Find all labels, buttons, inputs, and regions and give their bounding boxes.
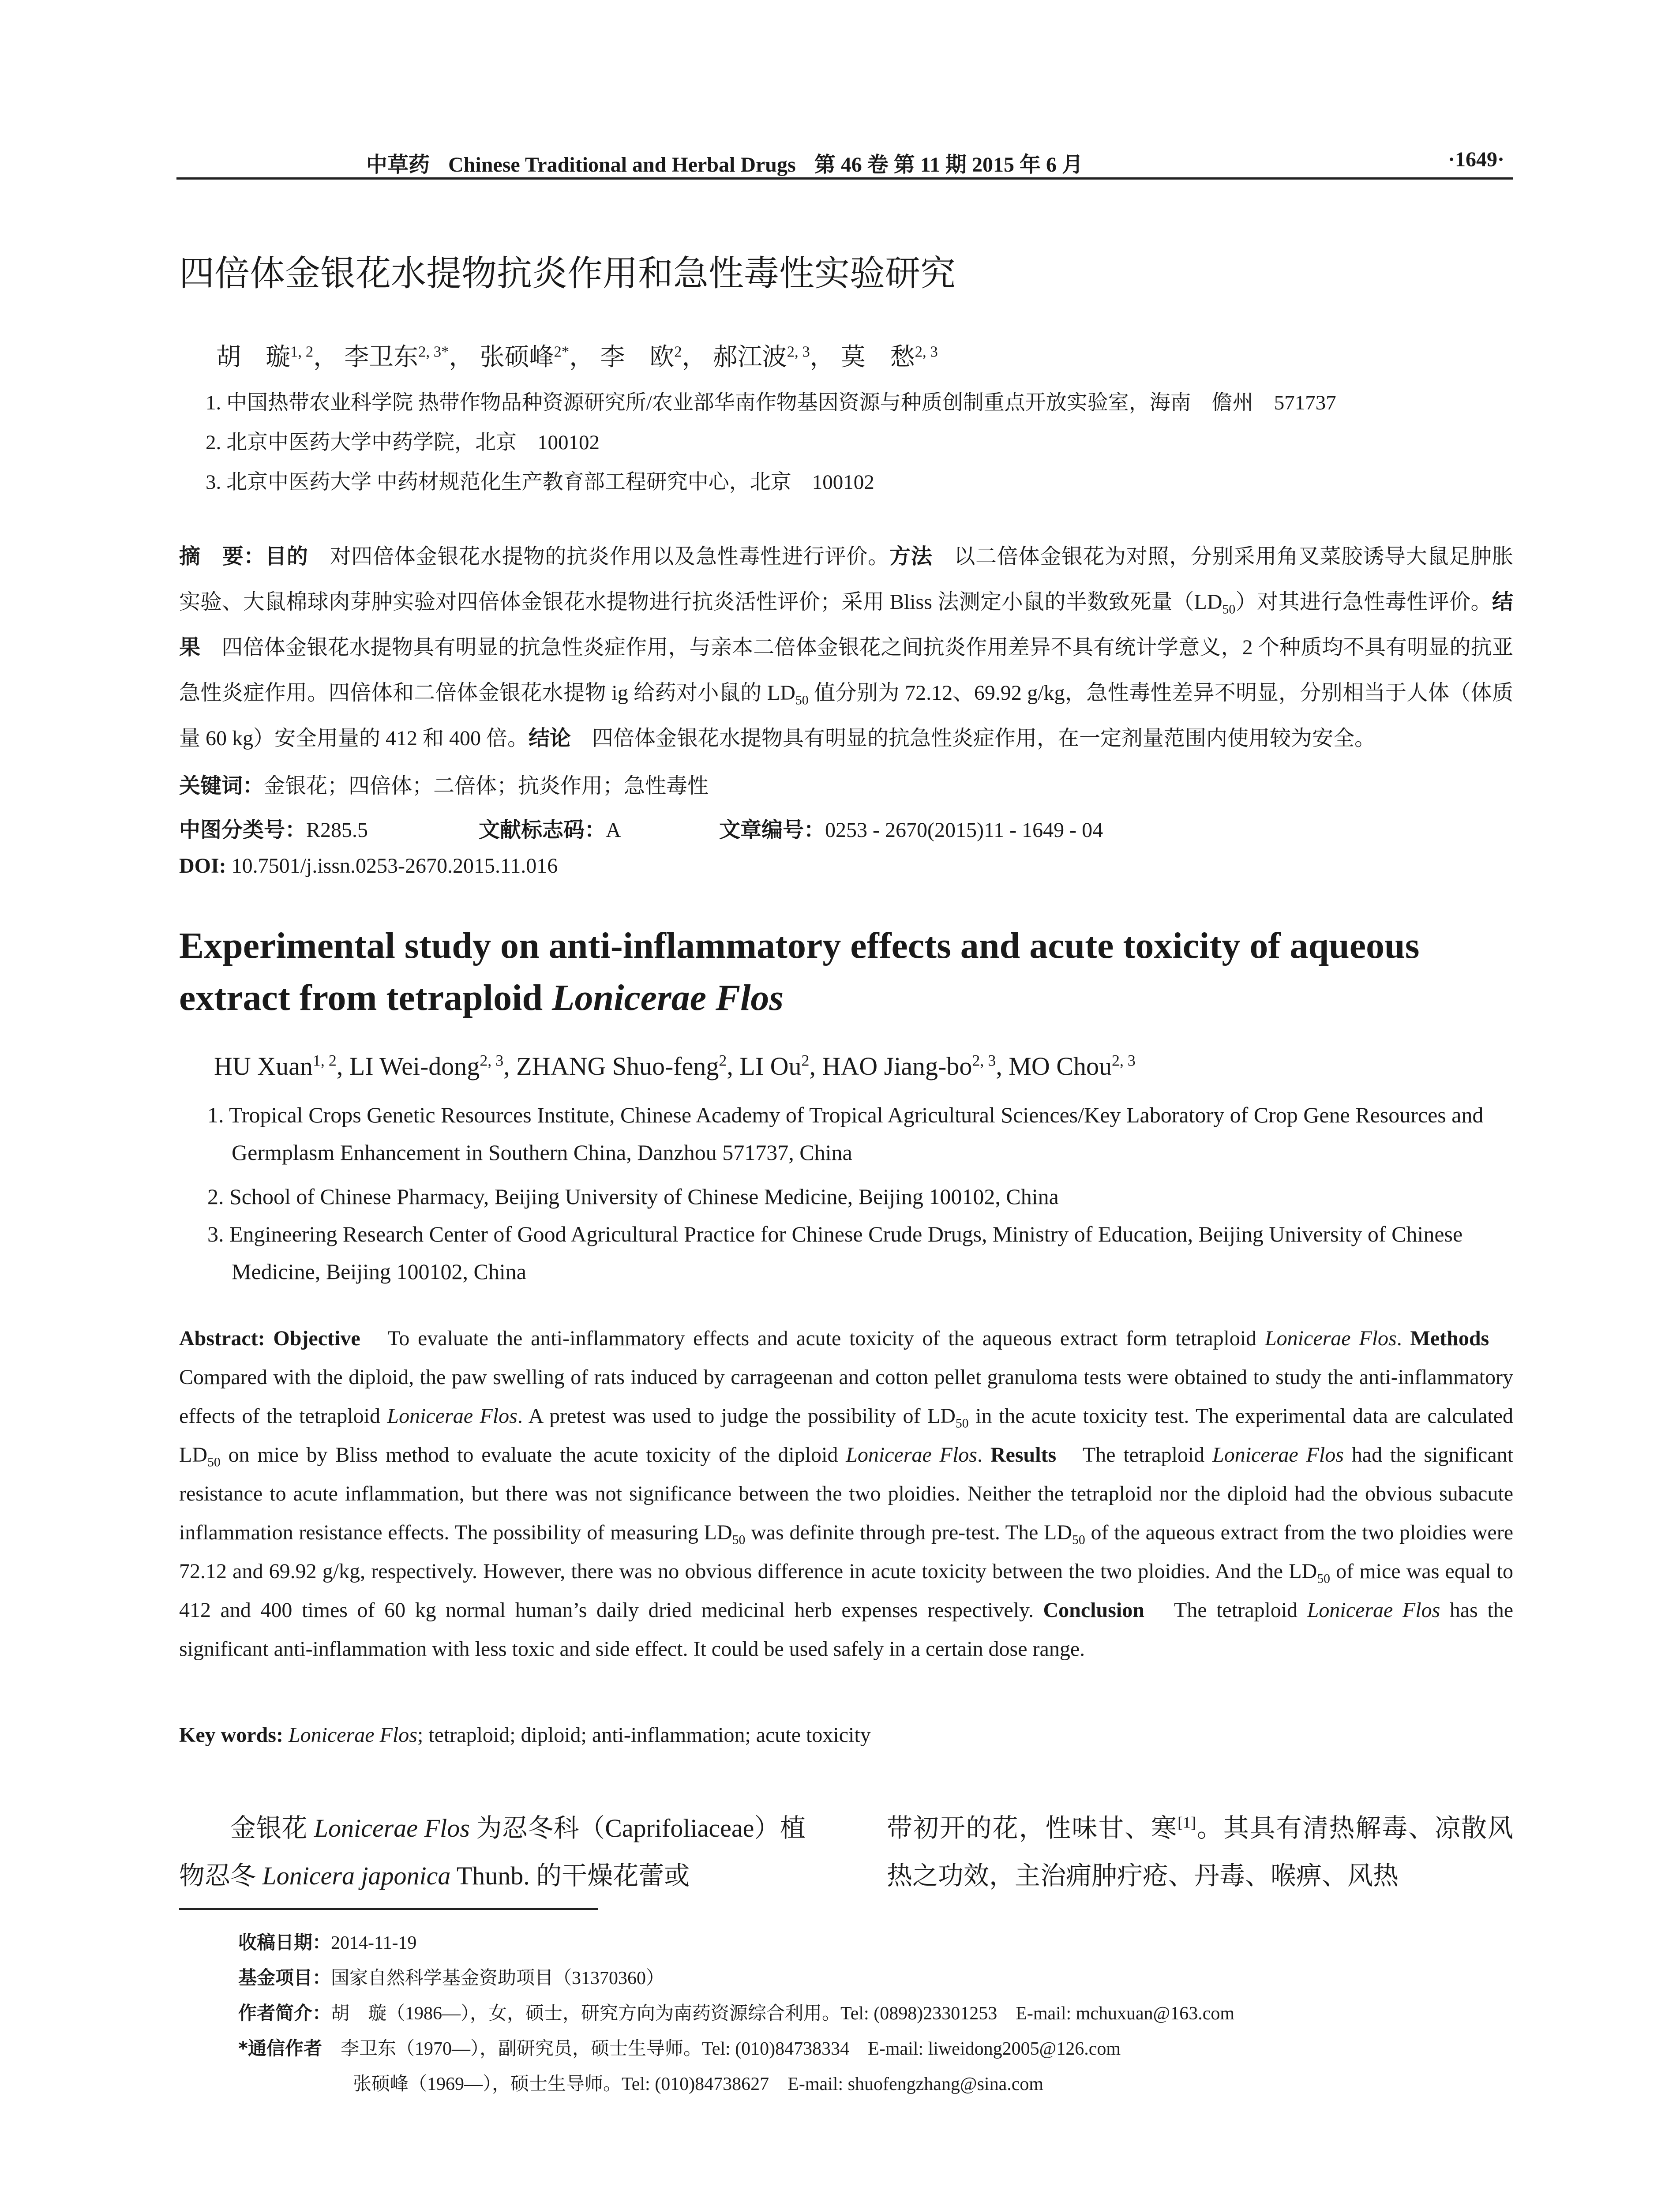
en-results-label: Results [990, 1443, 1057, 1467]
en-author: LI Wei-dong$^{2, 3}$, [349, 1051, 517, 1080]
cn-classification: 中图分类号：R285.5 [179, 818, 368, 842]
page-number: ·1649· [1448, 148, 1504, 171]
en-affiliation-1: 1. Tropical Crops Genetic Resources Institute, Chinese Academy of Tropical Agricultural Sciences/Key Laboratory of Crop Gene Resources and Germplasm Enhancement in Southern China, Danzhou 571737, China [207, 1103, 1484, 1165]
doi: DOI: 10.7501/j.issn.0253-2670.2015.11.016 [179, 854, 558, 878]
cn-title: 四倍体金银花水提物抗炎作用和急性毒性实验研究 [179, 253, 956, 294]
body-column-right: 带初开的花，性味甘、寒[1]。其具有清热解毒、凉散风热之功效，主治痈肿疔疮、丹毒、喉痹、风热 [887, 1813, 1513, 1890]
footnote-corresponding-2: 张硕峰（1969—），硕士生导师。Tel: (010)84738627 E-mail: shuofengzhang@sina.com [353, 2074, 1044, 2094]
cn-authors [216, 338, 938, 373]
footnote-fund: 基金项目：国家自然科学基金资助项目（31370360） [238, 1967, 665, 1988]
journal-issue: 第 46 卷 第 11 期 2015 年 6 月 [814, 153, 1084, 176]
cn-author: 郝江波$^{2, 3}$， [712, 343, 835, 371]
footnote-corresponding: *通信作者 李卫东（1970—），副研究员，硕士生导师。Tel: (010)84738334 E-mail: liweidong2005@126.com [238, 2037, 1121, 2059]
en-author: HU Xuan$^{1, 2}$, [214, 1051, 349, 1080]
cn-article-number: 文章编号：0253 - 2670(2015)11 - 1649 - 04 [719, 818, 1103, 842]
footnote-received: 收稿日期：2014-11-19 [238, 1932, 417, 1953]
cn-doc-code: 文献标志码：A [479, 818, 621, 842]
cn-affiliation-2: 2. 北京中医药大学中药学院，北京 100102 [206, 431, 600, 454]
cn-objective-label: 目的 [265, 544, 308, 569]
cn-methods-label: 方法 [889, 544, 933, 569]
cn-author: 胡 璇$^{1, 2}$， [216, 343, 338, 371]
cn-keywords: 关键词：金银花；四倍体；二倍体；抗炎作用；急性毒性 [179, 773, 709, 798]
footnote-rule [179, 1908, 598, 1910]
en-author: LI Ou$^2$, [739, 1051, 822, 1080]
cn-results-label: 结果 [179, 589, 1513, 660]
en-title: Experimental study on anti-inflammatory effects and acute toxicity of aqueous extract from tetraploid Lonicerae Flos [179, 925, 1420, 1018]
cn-affiliation-1: 1. 中国热带农业科学院 热带作物品种资源研究所/农业部华南作物基因资源与种质创制重点开放实验室，海南 儋州 571737 [206, 391, 1336, 414]
journal-name-en: Chinese Traditional and Herbal Drugs [448, 153, 796, 176]
en-keywords: Key words: Lonicerae Flos; tetraploid; diploid; anti-inflammation; acute toxicity [179, 1723, 871, 1747]
cn-author: 李卫东$^{2, 3*}$， [344, 343, 474, 371]
header-journal [366, 147, 1096, 178]
en-abstract-label: Abstract: Objective [179, 1327, 360, 1350]
running-header [176, 142, 1513, 177]
en-author: HAO Jiang-bo$^{2, 3}$, [822, 1051, 1009, 1080]
journal-name-cn: 中草药 [366, 152, 430, 177]
en-conclusion-label: Conclusion [1043, 1598, 1144, 1622]
en-authors [214, 1051, 1136, 1081]
citation-ref: [1] [1178, 1813, 1196, 1831]
cn-author: 莫 愁$^{2, 3}$ [840, 343, 938, 371]
cn-affiliation-3: 3. 北京中医药大学 中药材规范化生产教育部工程研究中心，北京 100102 [206, 471, 874, 494]
en-affiliation-3: 3. Engineering Research Center of Good Agricultural Practice for Chinese Crude Drugs, Ministry of Education, Beijing University of Chinese Medicine, Beijing 100102, China [207, 1222, 1463, 1284]
en-abstract: Abstract: Objective To evaluate the anti-inflammatory effects and acute toxicity of the aqueous extract form tetraploid Lonicerae Flos. Methods Compared with the diploid, the paw swelling of rats induced by carrageenan and cotton pellet granuloma tests were obtained to study the anti-inflammatory effects of the tetraploid Lonicerae Flos. A pretest was used to judge the possibility of $LD_{50}$ in the acute toxicity test. The experimental data are calculated $LD_{50}$ on mice by Bliss method to evaluate the acute toxicity of the diploid Lonicerae Flos. Results The tetraploid Lonicerae Flos had the significant resistance to acute inflammation, but there was not significance between the two ploidies. Neither the tetraploid nor the diploid had the obvious subacute inflammation resistance effects. The possibility of measuring $LD_{50}$ was definite through pre-test. The $LD_{50}$ of the aqueous extract from the two ploidies were 72.12 and 69.92 g/kg, respectively. However, there was no obvious difference in acute toxicity between the two ploidies. And the $LD_{50}$ of mice was equal to 412 and 400 times of 60 kg normal human’s daily dried medicinal herb expenses respectively. Conclusion The tetraploid Lonicerae Flos has the significant anti-inflammation with less toxic and side effect. It could be used safely in a certain dose range. [179, 1327, 1514, 1661]
en-author: MO Chou$^{2, 3}$ [1009, 1051, 1136, 1080]
cn-abstract-label: 摘 要： [179, 544, 266, 569]
cn-author: 李 欧$^2$， [600, 343, 707, 371]
en-author: ZHANG Shuo-feng$^2$, [516, 1051, 740, 1080]
cn-abstract: 摘 要：目的 对四倍体金银花水提物的抗炎作用以及急性毒性进行评价。方法 以二倍体金银花为对照，分别采用角叉菜胶诱导大鼠足肿胀实验、大鼠棉球肉芽肿实验对四倍体金银花水提物进行抗炎活性评价；采用 Bliss 法测定小鼠的半数致死量$(LD_{50})$对其进行急性毒性评价。结果 四倍体金银花水提物具有明显的抗急性炎症作用，与亲本二倍体金银花之间抗炎作用差异不具有统计学意义，2 个种质均不具有明显的抗亚急性炎症作用。四倍体和二倍体金银花水提物 ig 给药对小鼠的 $LD_{50}$ 值分别为 72.12、69.92 g/kg，急性毒性差异不明显，分别相当于人体（体质量 60 kg）安全用量的 412 和 400 倍。结论 四倍体金银花水提物具有明显的抗急性炎症作用，在一定剂量范围内使用较为安全。 [179, 544, 1513, 750]
en-methods-label: Methods [1410, 1327, 1489, 1350]
body-column-left: 金银花 Lonicerae Flos 为忍冬科（Caprifoliaceae）植物忍冬 Lonicera japonica Thunb. 的干燥花蕾或 [179, 1814, 806, 1890]
clc-number: R285.5 [306, 818, 368, 842]
cn-author: 张硕峰$^{2*}$， [480, 343, 594, 371]
header-rule [176, 177, 1513, 180]
en-affiliation-2: 2. School of Chinese Pharmacy, Beijing University of Chinese Medicine, Beijing 100102, China [207, 1184, 1059, 1209]
footnote-author: 作者简介：胡 璇（1986—），女，硕士，研究方向为南药资源综合利用。Tel: (0898)23301253 E-mail: mchuxuan@163.com [238, 2002, 1235, 2024]
cn-conclusion-label: 结论 [529, 726, 571, 750]
